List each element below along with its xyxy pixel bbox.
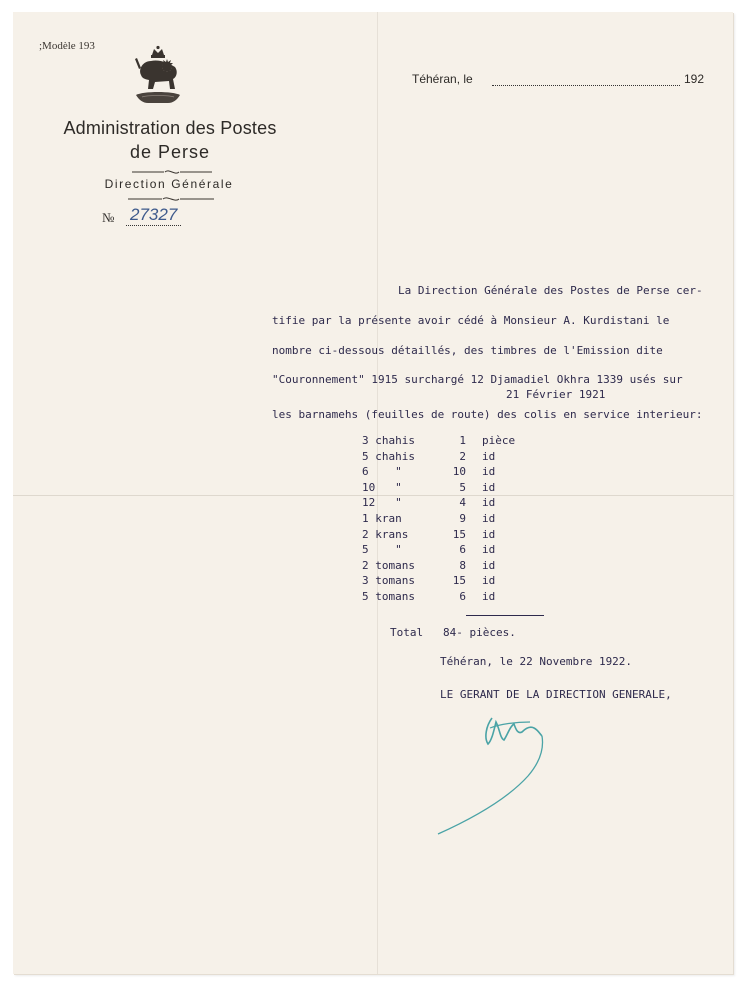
- stamp-unit-cell: id: [482, 574, 496, 588]
- ornament-divider-icon: [128, 195, 214, 203]
- total-value: 84- pièces.: [443, 626, 516, 639]
- stamp-value-cell: 5 ": [362, 543, 402, 557]
- total-separator-line: [466, 615, 544, 616]
- stamp-value-cell: 3 chahis: [362, 434, 415, 447]
- stamp-unit-cell: id: [482, 465, 496, 479]
- stamp-unit-cell: id: [482, 558, 496, 572]
- stamp-unit-cell: id: [482, 511, 496, 525]
- stamp-count-cell: 9: [459, 511, 466, 525]
- lion-and-sun-crest-icon: [133, 45, 183, 109]
- body-line-1: La Direction Générale des Postes de Perse cer-: [398, 284, 703, 297]
- stamp-count-cell: 15: [452, 574, 466, 588]
- document-number-value: 27327: [126, 205, 181, 226]
- table-row: [362, 496, 522, 512]
- stamp-count-cell: 5: [459, 480, 466, 494]
- stamp-value-cell: 1 kran: [362, 511, 402, 525]
- stamp-value-cell: 5 tomans: [362, 589, 415, 603]
- table-row: [362, 543, 522, 559]
- body-line-3: nombre ci-dessous détaillés, des timbres de l'Emission dite: [272, 344, 663, 357]
- stamp-value-cell: 2 krans: [362, 527, 409, 541]
- body-line-5: les barnamehs (feuilles de route) des colis en service interieur:: [272, 408, 703, 421]
- stamp-unit-cell: pièce: [482, 434, 516, 447]
- stamp-value-cell: 2 tomans: [362, 558, 415, 572]
- form-model-label: ;Modèle 193: [39, 40, 95, 52]
- administration-title: Administration des Postes: [63, 118, 277, 138]
- stamp-count-cell: 6: [459, 543, 466, 557]
- stamp-value-cell: 5 chahis: [362, 449, 415, 463]
- stamp-count-cell: 8: [459, 558, 466, 572]
- header-date-dotted-line: [492, 85, 680, 86]
- ornament-divider-icon: [132, 168, 212, 176]
- header-place-label: Téhéran, le: [412, 72, 473, 86]
- table-row: [362, 450, 522, 466]
- table-row: [362, 434, 522, 450]
- stamp-count-cell: 10: [452, 465, 466, 479]
- table-row: [362, 512, 522, 528]
- stamp-value-cell: 3 tomans: [362, 574, 415, 588]
- direction-generale-label: Direction Générale: [104, 177, 234, 191]
- total-line: [390, 626, 516, 639]
- table-row: [362, 481, 522, 497]
- table-row: [362, 559, 522, 575]
- table-row: [362, 465, 522, 481]
- table-row: [362, 590, 522, 606]
- closing-signatory-title: LE GERANT DE LA DIRECTION GENERALE,: [440, 688, 672, 701]
- stamp-unit-cell: id: [482, 543, 496, 557]
- stamp-count-cell: 4: [459, 496, 466, 510]
- administration-subtitle: de Perse: [129, 142, 211, 162]
- document-number-label: №: [102, 210, 115, 225]
- signature-icon: [430, 700, 590, 840]
- header-year-label: 192: [684, 72, 705, 86]
- stamp-value-cell: 12 ": [362, 496, 402, 510]
- stamp-count-cell: 2: [459, 449, 466, 463]
- total-label: Total: [390, 626, 424, 639]
- stamp-unit-cell: id: [482, 449, 496, 463]
- table-row: [362, 528, 522, 544]
- closing-place-date: Téhéran, le 22 Novembre 1922.: [440, 655, 633, 668]
- body-line-4: "Couronnement" 1915 surchargé 12 Djamadiel Okhra 1339 usés sur: [272, 373, 683, 386]
- stamp-count-cell: 15: [452, 527, 466, 541]
- stamp-unit-cell: id: [482, 480, 496, 494]
- stamp-table: [362, 434, 522, 606]
- stamp-unit-cell: id: [482, 496, 496, 510]
- stamp-unit-cell: id: [482, 527, 496, 541]
- stamp-unit-cell: id: [482, 589, 496, 603]
- table-row: [362, 574, 522, 590]
- body-line-2: tifie par la présente avoir cédé à Monsieur A. Kurdistani le: [272, 314, 670, 327]
- stamp-value-cell: 6 ": [362, 465, 402, 479]
- stamp-count-cell: 6: [459, 589, 466, 603]
- stamp-count-cell: 1: [459, 434, 466, 447]
- stamp-value-cell: 10 ": [362, 480, 402, 494]
- body-line-4-date: 21 Février 1921: [506, 388, 606, 401]
